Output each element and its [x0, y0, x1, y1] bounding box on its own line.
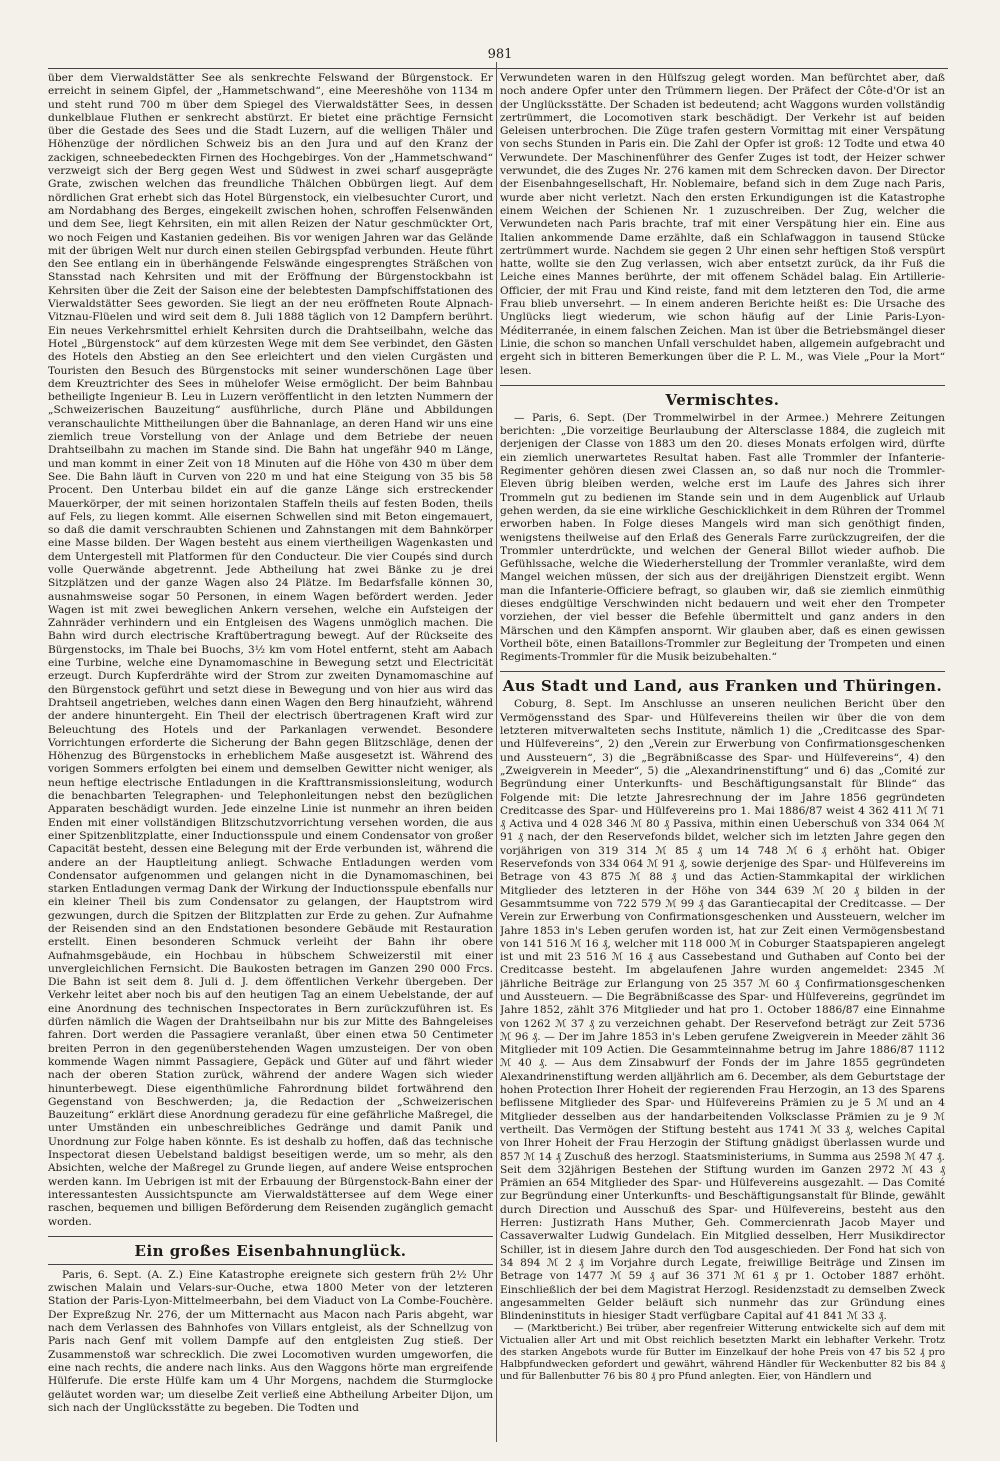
article-text-trommelwirbel: — Paris, 6. Sept. (Der Trommelwirbel in der Armee.) Mehrere Zeitungen berichten: „Die vorzeitige Beurlaubung der Altersclasse 1884, die zugleich mit derjenigen der Classe von 1883 um den 20. dieses Monats erfolgen wird, dürfte ein ziemlich unerwartetes Resultat haben. Fast alle Trommler der Infanterie-Regimenter gehören diesen zwei Classen an, so daß nur noch die Trommler-Eleven übrig bleiben werden, welche erst im Laufe des Jahres sich ihrer Trommeln gut zu bedienen im Stande sein und in dem Augenblick auf Urlaub gehen werden, da sie eine wirkliche Geschicklichkeit in dem Rühren der Trommel erworben haben. In Folge dieses Mangels wird man sich genöthigt finden, wenigstens theilweise auf den Erlaß des Generals Farre zurückzugreifen, der die Trommler unterdrückte, und welchen der General Billot wieder aufhob. Die Gefühlssache, welche die Wiederherstellung der Trommler veranlaßte, wird dem Mangel weichen müssen, der sich aus der dreijährigen Dienstzeit ergibt. Wenn man die Infanterie-Officiere befragt, so glauben wir, daß sie ziemlich einmüthig dieses endgültige Verschwinden nicht bedauern und weit eher den Trompeter vorziehen, der viel besser die Befehle übermittelt und ganz anders in den Märschen und den Kämpfen anspornt. Wir glauben aber, daß es einen gewissen Vortheil böte, einen Bataillons-Trommler zur Begleitung der Trompeten und einen Regiments-Trommler für die Musik beizubehalten.“ — [500, 411, 945, 664]
header-rule — [48, 68, 948, 69]
section-heading-vermischtes: Vermischtes. — [500, 385, 945, 409]
section-heading-stadt-und-land: Aus Stadt und Land, aus Franken und Thüringen. — [500, 671, 945, 695]
article-text-eisenbahnunglueck: Paris, 6. Sept. (A. Z.) Eine Katastrophe ereignete sich gestern früh 2½ Uhr zwischen Malain und Velars-sur-Ouche, etwa 1800 Meter von der letzteren Station der Paris-Lyon-Mittelmeerbahn, bei dem Viaduct von La Combe-Fouchère. Der Expreßzug Nr. 276, der um Mitternacht aus Macon nach Paris abgeht, war nach dem Verlassen des Bahnhofes von Villars entgleist, als der Schnellzug von Paris nach Genf mit vollem Dampfe auf den entgleisten Zug stieß. Der Zusammenstoß war schrecklich. Die zwei Locomotiven wurden umgeworfen, die eine nach rechts, die andere nach links. Aus den Waggons hörte man ergreifende Hülferufe. Die erste Hülfe kam um 4 Uhr Morgens, nachdem die Sturmglocke geläutet worden war; um dieselbe Zeit verließ eine Abtheilung Arbeiter Dijon, um sich nach der Unglücksstätte zu begeben. Die Todten und — [48, 1268, 493, 1414]
heading-rule — [48, 1264, 493, 1265]
article-text-coburg: Coburg, 8. Sept. Im Anschlusse an unseren neulichen Bericht über den Vermögensstand des Spar- und Hülfevereins theilen wir über die von dem letzteren mitverwalteten sechs Institute, nämlich 1) die „Creditcasse des Spar- und Hülfevereins“, 2) den „Verein zur Erwerbung von Confirmationsgeschenken und Aussteuern“, 3) die „Begräbnißcasse des Spar- und Hülfevereins“, 4) den „Zweigverein in Meeder“, 5) die „Alexandrinenstiftung“ und 6) das „Comité zur Begründung einer Unterkunfts- und Beschäftigungsanstalt für Blinde“ das Folgende mit: Die letzte Jahresrechnung der im Jahre 1856 gegründeten Creditcasse des Spar- und Hülfevereins pro 1. Mai 1886/87 weist 4 362 411 ℳ 71 ₰ Activa und 4 028 346 ℳ 80 ₰ Passiva, mithin einen Ueberschuß von 334 064 ℳ 91 ₰ nach, der den Reservefonds bildet, welcher sich im letzten Jahre gegen den vorjährigen von 319 314 ℳ 85 ₰ um 14 748 ℳ 6 ₰ erhöht hat. Obiger Reservefonds von 334 064 ℳ 91 ₰, sowie derjenige des Spar- und Hülfevereins im Betrage von 43 875 ℳ 88 ₰ und das Actien-Stammkapital der wirklichen Mitglieder des letzteren in der Höhe von 344 639 ℳ 20 ₰ bilden in der Gesammtsumme von 722 579 ℳ 99 ₰ das Garantiecapital der Creditcasse. — Der Verein zur Erwerbung von Confirmationsgeschenken und Aussteuern, welcher im Jahre 1853 in's Leben gerufen worden ist, hat zur Zeit einen Vermögensbestand von 141 516 ℳ 16 ₰, welcher mit 118 000 ℳ in Coburger Staatspapieren angelegt ist und mit 23 516 ℳ 16 ₰ aus Cassebestand und Guthaben auf Conto bei der Creditcasse besteht. Im abgelaufenen Jahre wurden angemeldet: 2345 ℳ jährliche Beiträge zur Erlangung von 25 357 ℳ 60 ₰ Confirmationsgeschenken und Aussteuern. — Die Begräbnißcasse des Spar- und Hülfevereins, gegründet im Jahre 1852, zählt 376 Mitglieder und hat pro 1. October 1886/87 eine Einnahme von 1262 ℳ 37 ₰ zu verzeichnen gehabt. Der Reservefond beträgt zur Zeit 5736 ℳ 96 ₰. — Der im Jahre 1853 in's Leben gerufene Zweigverein in Meeder zählt 36 Mitglieder mit 109 Actien. Die Gesammteinnahme betrug im Jahre 1886/87 1112 ℳ 40 ₰. — Aus dem Zinsabwurf der Fonds der im Jahre 1855 gegründeten Alexandrinenstiftung werden alljährlich am 6. December, als dem Geburtstage der hohen Protection Ihrer Hoheit der regierenden Frau Herzogin, an 13 des Sparens beflissene Mitglieder des Spar- und Hülfevereins Prämien zu je 5 ℳ und an 4 Mitglieder desselben aus der handarbeitenden Volksclasse Prämien zu je 9 ℳ vertheilt. Das Vermögen der Stiftung besteht aus 1741 ℳ 33 ₰, welches Capital von Ihrer Hoheit der Frau Herzogin der Stiftung gnädigst überlassen wurde und 857 ℳ 14 ₰ Zuschuß des herzogl. Staatsministeriums, in Summa aus 2598 ℳ 47 ₰. Seit dem 32jährigen Bestehen der Stiftung wurden im Ganzen 2972 ℳ 43 ₰ Prämien an 654 Mitglieder des Spar- und Hülfevereins ausgezahlt. — Das Comité zur Begründung einer Unterkunfts- und Beschäftigungsanstalt für Blinde, gewählt durch Direction und Ausschuß des Spar- und Hülfevereins, besteht aus den Herren: Justizrath Hans Muther, Geh. Commercienrath Jacob Mayer und Cassaverwalter Ludwig Gundelach. Ein Mitglied desselben, Herr Musikdirector Schiller, ist in diesem Jahre durch den Tod ausgeschieden. Der Fond hat sich von 34 894 ℳ 2 ₰ im Vorjahre durch Legate, freiwillige Beiträge und Zinsen im Betrage von 1477 ℳ 59 ₰ auf 36 371 ℳ 61 ₰ pr 1. October 1887 erhöht. Einschließlich der bei dem Magistrat Herzogl. Residenzstadt zu demselben Zweck angesammelten Gelder beläuft sich nunmehr das zur Gründung eines Blindeninstituts in hiesiger Stadt verfügbare Capital auf 41 841 ℳ 33 ₰. — [500, 698, 945, 1323]
article-text-buergenstock: über dem Vierwaldstätter See als senkrechte Felswand der Bürgenstock. Er erreicht in seinem Gipfel, der „Hammetschwand“, eine Meereshöhe von 1134 m und steht rund 700 m über dem Spiegel des Vierwaldstätter Sees, in dessen dunkelblaue Fluthen er senkrecht abstürzt. Er bietet eine prächtige Fernsicht über die Gestade des Sees und die Stadt Luzern, auf die welligen Thäler und Höhenzüge der nördlichen Schweiz bis an den Jura und auf den Kranz der zackigen, schneebedeckten Firnen des Hochgebirges. Von der „Hammetschwand“ verzweigt sich der Berg gegen West und Südwest in zwei scharf ausgeprägte Grate, zwischen welchen das freundliche Thälchen Obbürgen liegt. Auf dem nördlichen Grat erhebt sich das Hotel Bürgenstock, ein vielbesuchter Curort, und am Nordabhang des Berges, eingekeilt zwischen hohen, schroffen Felsenwänden und dem See, liegt Kehrsiten, ein mit allen Reizen der Natur geschmückter Ort, wo noch Feigen und Kastanien gedeihen. Bis vor wenigen Jahren war das Gelände mit der übrigen Welt nur durch einen steilen Gebirgspfad verbunden. Heute führt den See entlang ein in überhängende Felswände eingesprengtes Sträßchen von Stansstad nach Kehrsiten und mit der Eröffnung der Bürgenstockbahn ist Kehrsiten über die Zeit der Saison eine der belebtesten Dampfschiffstationen des Vierwaldstätter Sees geworden. Sie liegt an der neu eröffneten Route Alpnach-Vitznau-Flüelen und wird seit dem 8. Juli 1888 täglich von 12 Dampfern berührt. Ein neues Verkehrsmittel erhielt Kehrsiten durch die Drahtseilbahn, welche das Hotel „Bürgenstock“ auf dem kürzesten Wege mit dem See verbindet, den Gästen des Hotels den Abstieg an den See erleichtert und den vielen Curgästen und Touristen den Besuch des Bürgenstocks mit seiner wunderschönen Lage über dem Kreuztrichter des Sees in mühelofer Weise ermöglicht. Der beim Bahnbau betheiligte Ingenieur B. Leu in Luzern veröffentlicht in den letzten Nummern der „Schweizerischen Bauzeitung“ ausführliche, durch Pläne und Abbildungen veranschaulichte Mittheilungen über die Bahnanlage, an deren Hand wir uns eine ziemlich treue Vorstellung von der Anlage und dem Betriebe der neuen Drahtseilbahn zu machen im Stande sind. Die Bahn hat ungefähr 940 m Länge, und man kommt in einer Zeit von 18 Minuten auf die Höhe von 430 m über dem See. Die Bahn läuft in Curven von 220 m und hat eine Steigung von 35 bis 58 Procent. Den Unterbau bildet ein auf die ganze Länge sich erstreckender Mauerkörper, der mit seinen horizontalen Staffeln theils auf festen Boden, theils auf Fels, zu liegen kommt. Alle eisernen Schwellen sind mit Beton eingemauert, so daß die damit verschraubten Schienen und Zahnstangen mit dem Bahnkörper eine Masse bilden. Der Wagen besteht aus einem viertheiligen Wagenkasten und dem Untergestell mit Platformen für den Conducteur. Die vier Coupés sind durch volle Querwände abgetrennt. Jede Abtheilung hat zwei Bänke zu je drei Sitzplätzen und der ganze Wagen also 24 Plätze. Im Bedarfsfalle können 30, ausnahmsweise sogar 50 Personen, in einem Wagen befördert werden. Jeder Wagen ist mit zwei beweglichen Ankern versehen, welche ein Aufsteigen der Zahnräder verhindern und ein Entgleisen des Wagens unmöglich machen. Die Bahn wird durch electrische Kraftübertragung bewegt. Auf der Rückseite des Bürgenstocks, im Thale bei Buochs, 3½ km vom Hotel entfernt, steht am Aabach eine Turbine, welche eine Dynamomaschine in Bewegung setzt und Electricität erzeugt. Durch Kupferdrähte wird der Strom zur zweiten Dynamomaschine auf den Bürgenstock geführt und setzt diese in Bewegung und von hier aus wird das Drahtseil angetrieben, welches dann einen Wagen den Berg hinaufzieht, während der andere hinuntergeht. Ein Theil der electrisch übertragenen Kraft wird zur Beleuchtung des Hotels und der Parkanlagen verwendet. Besondere Vorrichtungen erforderte die Sicherung der Bahn gegen Blitzschläge, denen der Höhenzug des Bürgenstocks in erheblichem Maße ausgesetzt ist. Während des vorigen Sommers erfolgten bei einem und demselben Gewitter nicht weniger, als neun heftige electrische Entladungen in die Krafttransmissionsleitung, wodurch die benachbarten Telegraphen- und Telephonleitungen nebst den bezüglichen Apparaten beschädigt wurden. Jede einzelne Linie ist nunmehr an ihren beiden Enden mit einer vollständigen Blitzschutzvorrichtung versehen worden, die aus einer Spitzenblitzplatte, einer Inductionsspule und einem Condensator von großer Capacität besteht, dessen eine Belegung mit der Erde verbunden ist, während die andere an der Hauptleitung anliegt. Schwache Entladungen werden vom Condensator aufgenommen und gelangen nicht in die Dynamomaschinen, bei starken Entladungen vermag Dank der Wirkung der Inductionsspule ebenfalls nur ein kleiner Theil bis zum Condensator zu gelangen, der Hauptstrom wird gezwungen, durch die Spitzen der Blitzplatten zur Erde zu gehen. Zur Aufnahme der Reisenden sind an den Endstationen besondere Gebäude mit Restauration erstellt. Einen besonderen Schmuck verleiht der Bahn ihr obere Aufnahmsgebäude, ein Hochbau in hübschem Schweizerstil mit einer unvergleichlichen Fernsicht. Die Baukosten betragen im Ganzen 290 000 Frcs. Die Bahn ist seit dem 8. Juli d. J. dem öffentlichen Verkehr übergeben. Der Verkehr leitet aber noch bis auf den heutigen Tag an einem Uebelstande, der auf eine Anordnung des technischen Inspectorates in Bern zurückzuführen ist. Es dürfen nämlich die Wagen der Drahtseilbahn nur bis zur Mitte des Bahngeleises fahren. Dort werden die Passagiere veranlaßt, über einen etwa 50 Centimeter breiten Perron in den gegenüberstehenden Wagen umzusteigen. Der von oben kommende Wagen nimmt Passagiere, Gepäck und Güter auf und fährt wieder nach der oberen Station zurück, während der andere Wagen sich wieder hinunterbewegt. Diese eigenthümliche Fahrordnung bildet fortwährend den Gegenstand von Beschwerden; ja, die Redaction der „Schweizerischen Bauzeitung“ erklärt diese Anordnung geradezu für eine gefährliche Maßregel, die unter Umständen ein unbeschreibliches Gedränge und damit Panik und Unordnung zur Folge haben könnte. Es ist deshalb zu hoffen, daß das technische Inspectorat diesen Uebelstand baldigst beseitigen werde, um so mehr, als den Absichten, welche der Maßregel zu Grunde liegen, auf andere Weise entsprochen werden kann. Im Uebrigen ist mit der Erbauung der Bürgenstock-Bahn einer der interessantesten Aussichtspuncte am Vierwaldstättersee auf dem Wege einer raschen, bequemen und billigen Beförderung dem Reisenden zugänglich gemacht worden. — [48, 72, 493, 1228]
article-text-continued: Verwundeten waren in den Hülfszug gelegt worden. Man befürchtet aber, daß noch andere Opfer unter den Trümmern liegen. Der Präfect der Côte-d'Or ist an der Unglücksstätte. Der Schaden ist bedeutend; acht Waggons wurden vollständig zertrümmert, die Locomotiven stark beschädigt. Der Verkehr ist auf beiden Geleisen unterbrochen. Die Züge trafen gestern Vormittag mit einer Verspätung von sechs Stunden in Paris ein. Die Zahl der Opfer ist groß: 12 Todte und etwa 40 Verwundete. Der Maschinenführer des Genfer Zuges ist todt, der Heizer schwer verwundet, die des Zuges Nr. 276 kamen mit dem Schrecken davon. Der Director der Eisenbahngesellschaft, Hr. Noblemaire, befand sich in dem Zuge nach Paris, wurde aber nicht verletzt. Nach den ersten Erkundigungen ist die Katastrophe einem Weichen der Schienen Nr. 1 zuzuschreiben. Der Zug, welcher die Verwundeten nach Paris brachte, traf mit einer Verspätung hier ein. Eine aus Italien ankommende Dame erzählte, daß ein Schlafwaggon in tausend Stücke zertrümmert wurde. Nachdem sie gegen 2 Uhr einen sehr heftigen Stoß verspürt hatte, wollte sie den Zug verlassen, wich aber entsetzt zurück, da ihr Fuß die Leiche eines Mannes berührte, der mit offenem Schädel balag. Ein Artillerie-Officier, der mit Frau und Kind reiste, fand mit dem letzteren den Tod, die arme Frau blieb unversehrt. — In einem anderen Berichte heißt es: Die Ursache des Unglücks liegt wiederum, wie schon häufig auf der Linie Paris-Lyon-Méditerranée, in einem falschen Zeichen. Man ist über die Betriebsmängel dieser Linie, die schon so manchen Unfall verschuldet haben, allgemein aufgebracht und ergeht sich in bitteren Bemerkungen über die P. L. M., was Viele „Pour la Mort“ lesen. — [500, 72, 945, 377]
column-divider — [496, 62, 497, 1442]
left-column — [48, 72, 493, 1442]
article-text-marktbericht: — (Marktbericht.) Bei trüber, aber regenfreier Witterung entwickelte sich auf dem mit Victualien aller Art und mit Obst reichlich besetzten Markt ein lebhafter Verkehr. Trotz des starken Angebots wurde für Butter im Einzelkauf der hohe Preis von 47 bis 52 ₰ pro Halbpfundwecken gefordert und gewährt, während Händler für Weckenbutter 82 bis 84 ₰ und für Ballenbutter 76 bis 80 ₰ pro Pfund anlegten. Eier, von Händlern und — [500, 1323, 945, 1382]
section-heading-eisenbahnunglueck: Ein großes Eisenbahnunglück. — [48, 1236, 493, 1260]
page-number: 981 — [487, 47, 513, 62]
right-column — [500, 72, 945, 1442]
